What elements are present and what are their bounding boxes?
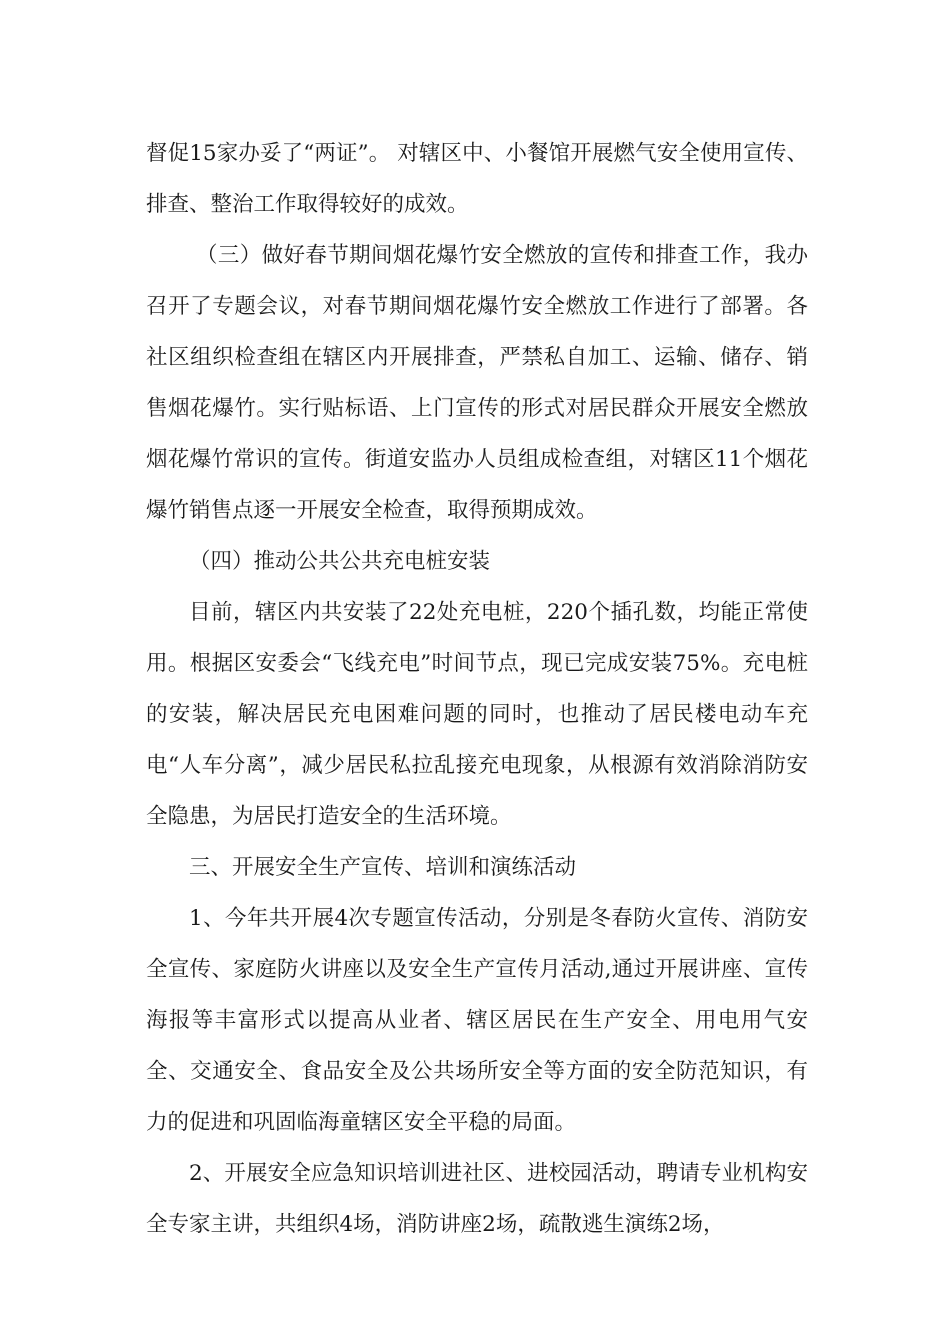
- document-body: [146, 128, 808, 1250]
- paragraph-emergency-training: 2、开展安全应急知识培训进社区、进校园活动，聘请专业机构安全专家主讲，共组织4场，消防讲座2场，疏散逃生演练2场，: [146, 1161, 808, 1237]
- paragraph-fireworks-safety: （三）做好春节期间烟花爆竹安全燃放的宣传和排查工作，我办召开了专题会议，对春节期间烟花爆竹安全燃放工作进行了部署。各社区组织检查组在辖区内开展排查，严禁私自加工、运输、储存、销售烟花爆竹。实行贴标语、上门宣传的形式对居民群众开展安全燃放烟花爆竹常识的宣传。街道安监办人员组成检查组，对辖区11个烟花爆竹销售点逐一开展安全检查，取得预期成效。: [146, 243, 808, 523]
- paragraph-charging-pile-details: 目前，辖区内共安装了22处充电桩，220个插孔数，均能正常使用。根据区安委会“飞线充电”时间节点，现已完成安装75%。充电桩的安装，解决居民充电困难问题的同时，也推动了居民楼电动车充电“人车分离”，减少居民私拉乱接充电现象，从根源有效消除消防安全隐患，为居民打造安全的生活环境。: [146, 600, 808, 829]
- paragraph-gas-safety-continuation: 督促15家办妥了“两证”。 对辖区中、小餐馆开展燃气安全使用宣传、排查、整治工作取得较好的成效。: [146, 141, 808, 217]
- heading-section-three: 三、开展安全生产宣传、培训和演练活动: [189, 855, 577, 880]
- heading-charging-pile-install: （四）推动公共公共充电桩安装: [189, 549, 491, 574]
- paragraph-publicity-activities: 1、今年共开展4次专题宣传活动，分别是冬春防火宣传、消防安全宣传、家庭防火讲座以及安全生产宣传月活动,通过开展讲座、宣传海报等丰富形式以提高从业者、辖区居民在生产安全、用电用气安全、交通安全、食品安全及公共场所安全等方面的安全防范知识，有力的促进和巩固临海童辖区安全平稳的局面。: [146, 906, 808, 1135]
